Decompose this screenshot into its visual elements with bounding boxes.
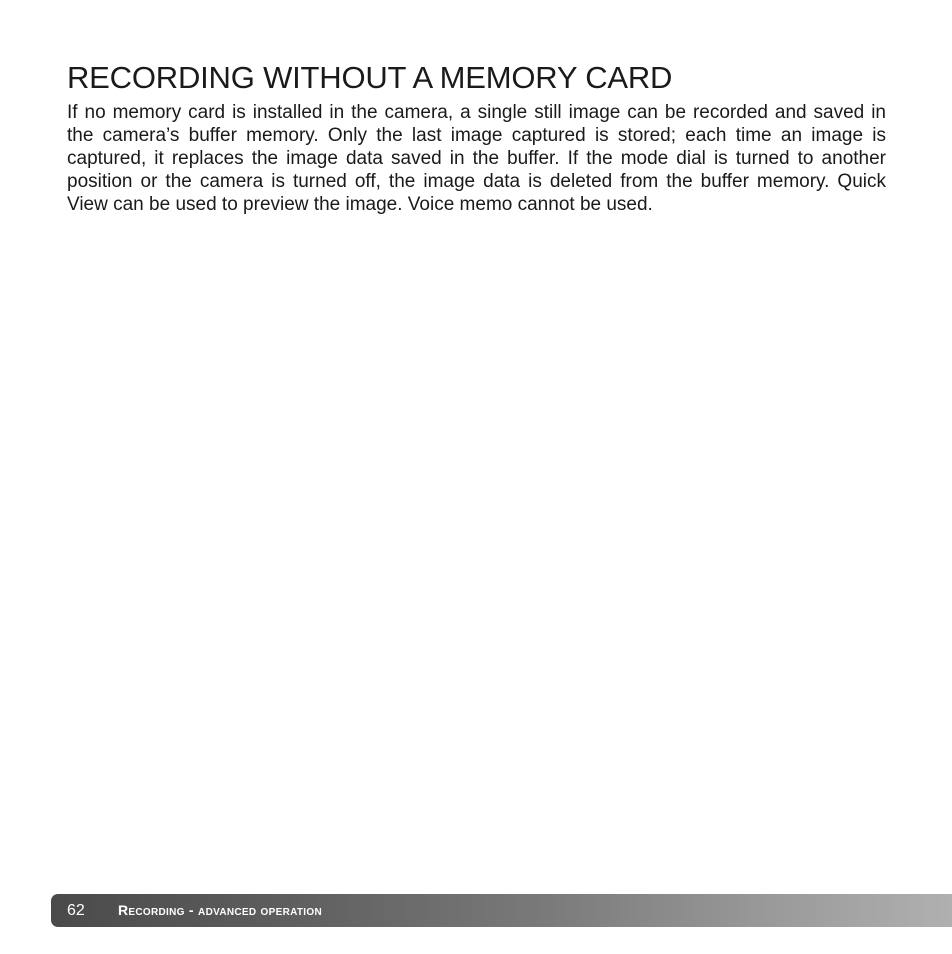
footer-bar — [51, 894, 952, 927]
page-number: 62 — [67, 902, 85, 919]
page-title: RECORDING WITHOUT A MEMORY CARD — [67, 60, 673, 95]
body-paragraph: If no memory card is installed in the camera, a single still image can be recorded and saved in the camera’s buffer memory. Only the last image captured is stored; each time an image is captured, it replaces the image data saved in the buffer. If the mode dial is turned to another position or the camera is turned off, the image data is deleted from the buffer memory. Quick View can be used to preview the image. Voice memo cannot be used. — [67, 102, 886, 215]
section-name: Recording - advanced operation — [118, 902, 322, 918]
